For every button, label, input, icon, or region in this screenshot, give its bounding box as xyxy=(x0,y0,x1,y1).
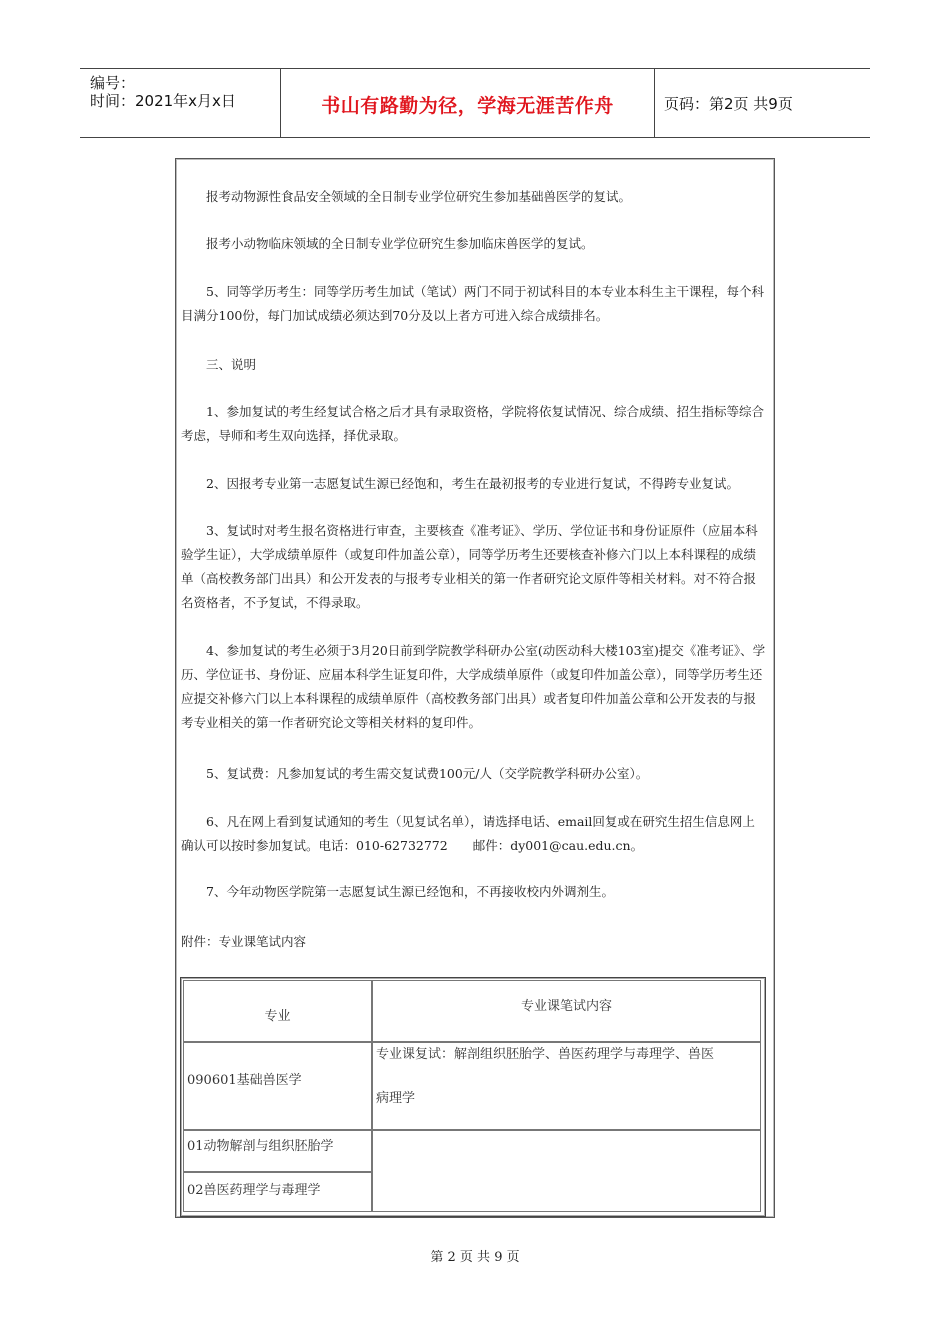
page-header xyxy=(80,68,870,138)
paragraph: 2、因报考专业第一志愿复试生源已经饱和，考生在最初报考的专业进行复试，不得跨专业复试。 xyxy=(206,476,739,491)
page-footer: 第 2 页 共 9 页 xyxy=(430,1250,520,1265)
table-header-content xyxy=(372,980,761,1042)
paragraph: 3、复试时对考生报名资格进行审查，主要核查《准考证》、学历、学位证书和身份证原件（应届本科验学生证），大学成绩单原件（或复印件加盖公章），同等学历考生还要核查补修六门以上本科课程的成绩单（高校教务部门出具）和公开发表的与报考专业相关的第一作者研究论文原件等相关材料。对不符合报名资格者，不予复试，不得录取。 xyxy=(181,523,758,610)
header-page-cell xyxy=(654,69,870,137)
header-motto-cell xyxy=(280,69,655,137)
paragraph: 1、参加复试的考生经复试合格之后才具有录取资格，学院将依复试情况、综合成绩、招生指标等综合考虑，导师和考生双向选择，择优录取。 xyxy=(181,404,764,443)
time-label: 时间：2021年x月x日 xyxy=(90,92,236,110)
paragraph: 5、同等学历考生：同等学历考生加试（笔试）两门不同于初试科目的本专业本科生主干课程，每个科目满分100份，每门加试成绩必须达到70分及以上者方可进入综合成绩排名。 xyxy=(181,284,764,323)
table-row-major xyxy=(183,1130,372,1172)
exam-content-table xyxy=(180,977,766,1217)
table-header-major xyxy=(183,980,372,1042)
section-heading: 三、说明 xyxy=(206,357,257,372)
header-meta-cell xyxy=(80,69,280,137)
paragraph: 5、复试费：凡参加复试的考生需交复试费100元/人（交学院教学科研办公室）。 xyxy=(206,766,649,781)
attachment-label: 附件：专业课笔试内容 xyxy=(181,934,307,949)
table-cell-content-line: 专业课复试：解剖组织胚胎学、兽医药理学与毒理学、兽医 xyxy=(376,1047,715,1062)
table-cell-major: 01动物解剖与组织胚胎学 xyxy=(187,1139,334,1154)
table-row-major xyxy=(183,1172,372,1212)
table-row-major xyxy=(183,1042,372,1130)
table-cell-empty xyxy=(372,1130,761,1212)
paragraph: 7、今年动物医学院第一志愿复试生源已经饱和，不再接收校内外调剂生。 xyxy=(206,884,614,899)
paragraph: 报考动物源性食品安全领域的全日制专业学位研究生参加基础兽医学的复试。 xyxy=(206,189,632,204)
table-header-major-text: 专业 xyxy=(264,1009,291,1024)
page-label: 页码：第2页 共9页 xyxy=(664,95,793,113)
table-cell-major: 090601基础兽医学 xyxy=(187,1073,302,1088)
table-row-content xyxy=(372,1042,761,1130)
paragraph: 报考小动物临床领域的全日制专业学位研究生参加临床兽医学的复试。 xyxy=(206,236,594,251)
motto: 书山有路勤为径，学海无涯苦作舟 xyxy=(321,95,614,117)
paragraph: 6、凡在网上看到复试通知的考生（见复试名单），请选择电话、email回复或在研究生招生信息网上确认可以按时参加复试。电话：010-62732772 邮件：dy001@cau.edu.cn。 xyxy=(181,814,755,853)
paragraph: 4、参加复试的考生必须于3月20日前到学院教学科研办公室(动医动科大楼103室)提交《准考证》、学历、学位证书、身份证、应届本科学生证复印件，大学成绩单原件（或复印件加盖公章），同等学历考生还应提交补修六门以上本科课程的成绩单原件（高校教务部门出具）或者复印件加盖公章和公开发表的与报考专业相关的第一作者研究论文等相关材料的复印件。 xyxy=(181,643,766,730)
content-box xyxy=(175,158,775,1218)
table-cell-major: 02兽医药理学与毒理学 xyxy=(187,1183,321,1198)
number-label: 编号： xyxy=(90,74,136,92)
table-cell-content-line: 病理学 xyxy=(376,1091,416,1106)
table-header-content-text: 专业课笔试内容 xyxy=(520,999,612,1014)
